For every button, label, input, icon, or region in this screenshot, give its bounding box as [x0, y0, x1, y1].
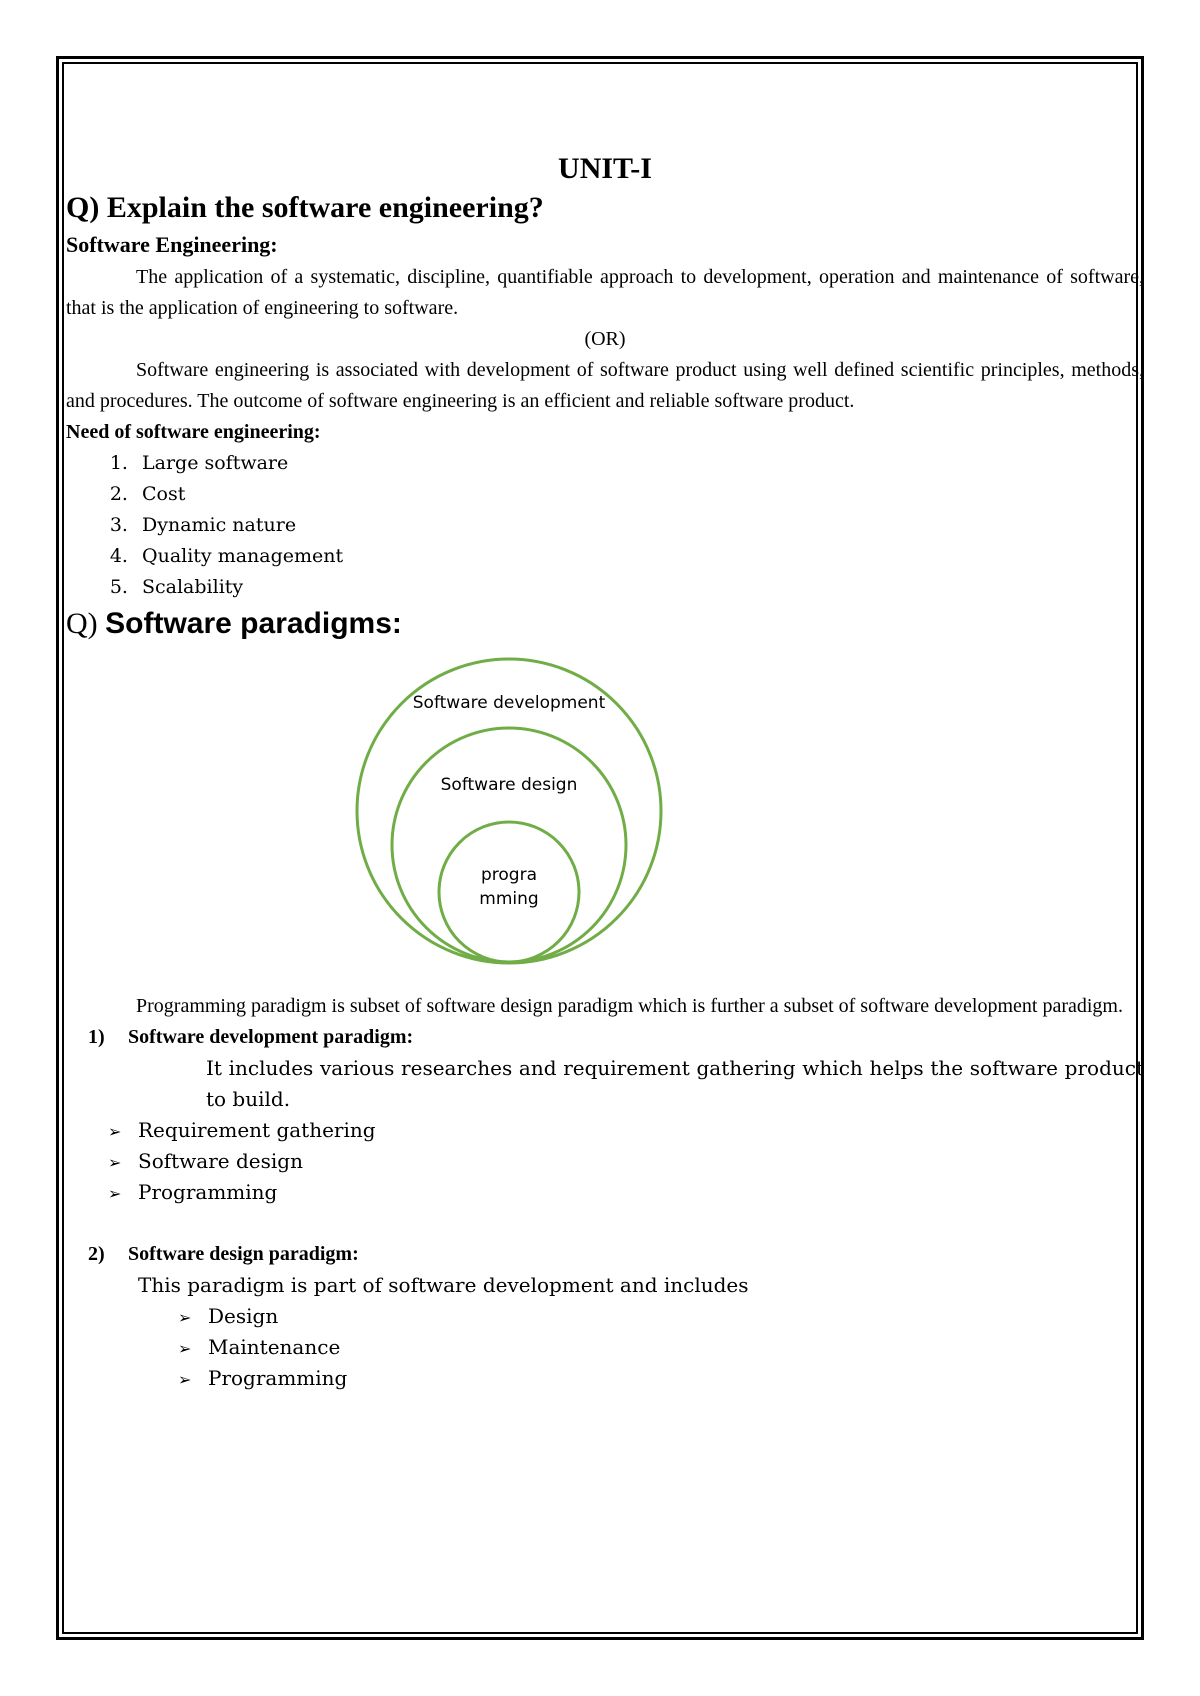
arrow-bullet-icon: ➢: [178, 1308, 192, 1327]
list-item: 4. Quality management: [134, 541, 1144, 572]
list-item-text: Programming: [208, 1366, 348, 1390]
section-1-title: Software development paradigm:: [128, 1026, 414, 1048]
list-item: 5. Scalability: [134, 572, 1144, 603]
section-1-list: [66, 1115, 1144, 1208]
question-2-heading: [66, 603, 1144, 645]
list-item-text: Maintenance: [208, 1335, 341, 1359]
arrow-bullet-icon: ➢: [108, 1184, 122, 1203]
question-2-prefix: Q): [66, 607, 98, 640]
arrow-bullet-icon: ➢: [178, 1370, 192, 1389]
need-heading: Need of software engineering:: [66, 421, 321, 443]
section-2-title: Software design paradigm:: [128, 1243, 359, 1265]
middle-circle-label: Software design: [440, 775, 578, 795]
list-item: 3. Dynamic nature: [134, 510, 1144, 541]
document-content: [66, 150, 1144, 1394]
middle-circle: [392, 728, 626, 962]
arrow-bullet-icon: ➢: [108, 1153, 122, 1172]
paradigm-intro-paragraph: Programming paradigm is subset of software design paradigm which is further a subset of software development paradigm.: [136, 995, 1123, 1017]
outer-circle-label: Software development: [412, 693, 606, 713]
list-item-text: Software design: [138, 1149, 303, 1173]
list-item: [108, 1177, 1144, 1208]
unit-title: UNIT-I: [558, 152, 652, 185]
list-item: 1. Large software: [134, 448, 1144, 479]
section-1-description: It includes various researches and requirement gathering which helps the software product to build.: [206, 1056, 1144, 1111]
section-1-number: 1): [88, 1026, 105, 1048]
inner-circle-label-line1: progra: [480, 865, 537, 885]
section-2-list: [66, 1301, 1144, 1394]
section-1-heading: [66, 1022, 1144, 1053]
arrow-bullet-icon: ➢: [178, 1339, 192, 1358]
paradigm-diagram: [66, 645, 1144, 991]
list-item: [178, 1332, 1144, 1363]
definition-paragraph-2: Software engineering is associated with development of software product using well defined scientific principles, methods, and procedures. The outcome of software engineering is an efficient and reliable software product.: [66, 359, 1144, 412]
question-2-title: Software paradigms:: [105, 607, 402, 640]
list-item: [178, 1301, 1144, 1332]
list-item: [108, 1115, 1144, 1146]
arrow-bullet-icon: ➢: [108, 1122, 122, 1141]
section-2-number: 2): [88, 1243, 105, 1265]
section-2-description: This paradigm is part of software development and includes: [138, 1273, 749, 1297]
need-list: [66, 448, 1144, 603]
list-item-text: Design: [208, 1304, 279, 1328]
inner-circle-label-line2: mming: [479, 889, 539, 909]
or-separator: (OR): [584, 328, 626, 350]
list-item-text: Requirement gathering: [138, 1118, 376, 1142]
section-2-heading: [66, 1239, 1144, 1270]
list-item: [178, 1363, 1144, 1394]
list-item: 2. Cost: [134, 479, 1144, 510]
definition-paragraph-1: The application of a systematic, discipline, quantifiable approach to development, operation and maintenance of software, that is the application of engineering to software.: [66, 266, 1144, 319]
software-engineering-heading: Software Engineering:: [66, 232, 278, 257]
list-item-text: Programming: [138, 1180, 278, 1204]
question-1-heading: Q) Explain the software engineering?: [66, 191, 544, 224]
list-item: [108, 1146, 1144, 1177]
